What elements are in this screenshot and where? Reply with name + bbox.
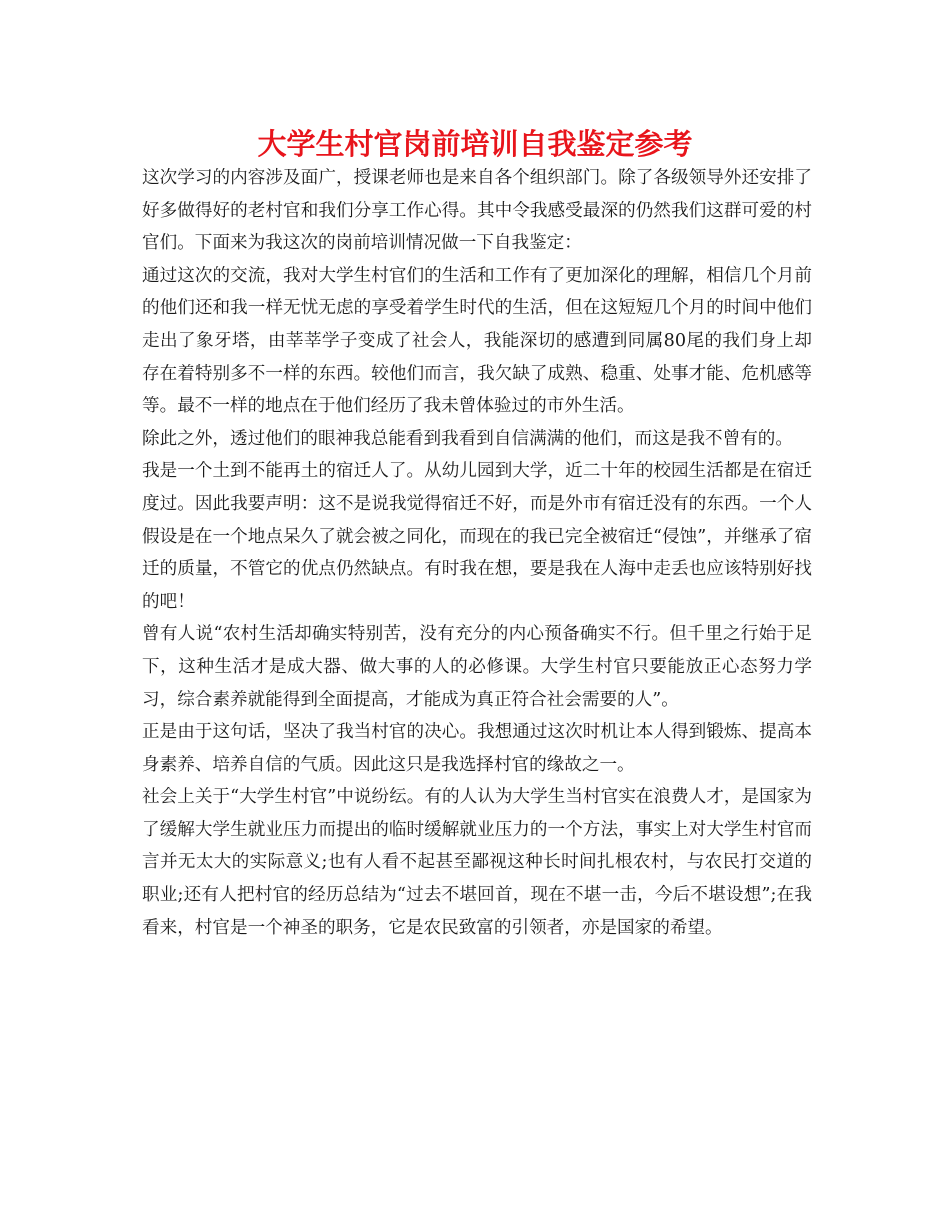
document-body [142,162,812,944]
paragraph-5: 曾有人说“农村生活却确实特别苦，没有充分的内心预备确实不行。但千里之行始于足下，这种生活才是成大器、做大事的人的必修课。大学生村官只要能放正心态努力学习，综合素养就能得到全面提高，才能成为真正符合社会需要的人”。 [142,624,812,710]
paragraph-3: 除此之外，透过他们的眼神我总能看到我看到自信满满的他们，而这是我不曾有的。 [142,428,793,449]
paragraph-4: 我是一个土到不能再土的宿迁人了。从幼儿园到大学，近二十年的校园生活都是在宿迁度过。因此我要声明：这不是说我觉得宿迁不好，而是外市有宿迁没有的东西。一个人假设是在一个地点呆久了就会被之同化，而现在的我已完全被宿迁“侵蚀”，并继承了宿迁的质量，不管它的优点仍然缺点。有时我在想，要是我在人海中走丢也应该特别好找的吧！ [142,461,812,612]
page-title: 大学生村官岗前培训自我鉴定参考 [257,127,693,161]
paragraph-1: 这次学习的内容涉及面广，授课老师也是来自各个组织部门。除了各级领导外还安排了好多做得好的老村官和我们分享工作心得。其中令我感受最深的仍然我们这群可爱的村官们。下面来为我这次的岗前培训情况做一下自我鉴定： [142,168,812,254]
paragraph-6: 正是由于这句话，坚决了我当村官的决心。我想通过这次时机让本人得到锻炼、提高本身素养、培养自信的气质。因此这只是我选择村官的缘故之一。 [142,722,812,775]
paragraph-2: 通过这次的交流，我对大学生村官们的生活和工作有了更加深化的理解，相信几个月前的他们还和我一样无忧无虑的享受着学生时代的生活，但在这短短几个月的时间中他们走出了象牙塔，由莘莘学子变成了社会人，我能深切的感遭到同属80尾的我们身上却存在着特别多不一样的东西。较他们而言，我欠缺了成熟、稳重、处事才能、危机感等等。最不一样的地点在于他们经历了我未曾体验过的市外生活。 [142,265,812,417]
paragraph-7: 社会上关于“大学生村官”中说纷纭。有的人认为大学生当村官实在浪费人才，是国家为了缓解大学生就业压力而提出的临时缓解就业压力的一个方法，事实上对大学生村官而言并无太大的实际意义;也有人看不起甚至鄙视这种长时间扎根农村，与农民打交道的职业;还有人把村官的经历总结为“过去不堪回首，现在不堪一击，今后不堪设想”;在我看来，村官是一个神圣的职务，它是农民致富的引领者，亦是国家的希望。 [142,787,812,938]
